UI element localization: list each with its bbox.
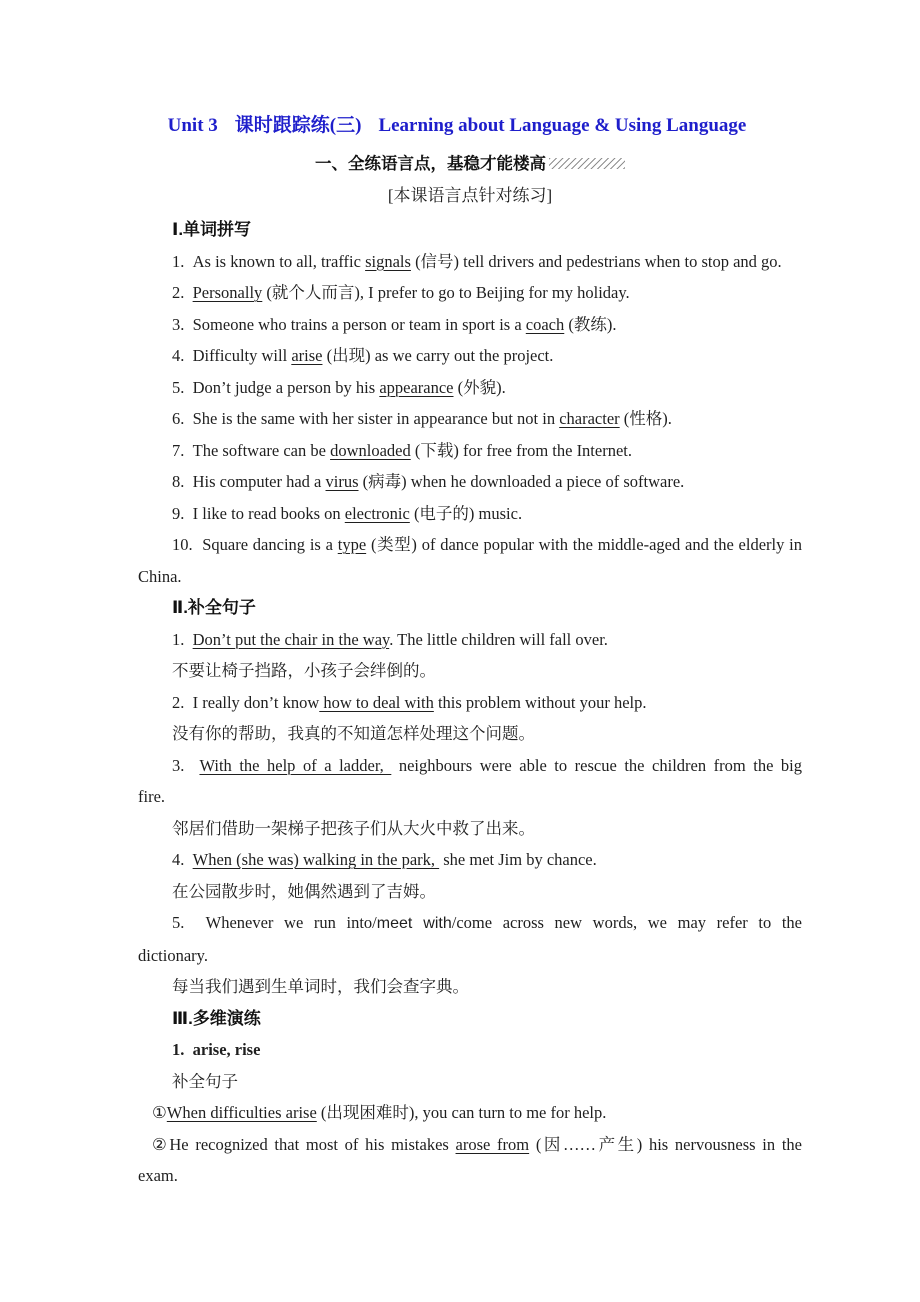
worksheet-body (138, 214, 802, 1192)
text-segment: dictionary. (138, 945, 208, 965)
answer-blank: When (she was) walking in the park, (192, 850, 440, 869)
page-title-chinese: 课时跟踪练(三) (234, 115, 362, 136)
text-segment: 没有你的帮助，我真的不知道怎样处理这个问题。 (172, 724, 535, 743)
text-segment: this problem without your help. (433, 692, 647, 712)
word-spelling-item-4 (138, 340, 802, 372)
heading-word-spelling (138, 214, 802, 246)
complete-item-3-line-1 (138, 750, 802, 782)
answer-blank: Personally (192, 283, 263, 302)
answer-blank: With the help of a ladder, (199, 755, 392, 775)
text-segment: (下载) for free from the Internet. (410, 440, 632, 460)
section-header-text: 一、全练语言点，基稳才能楼高 (315, 155, 546, 173)
word-spelling-item-2 (138, 277, 802, 309)
section-header-line (138, 152, 802, 176)
text-segment: (信号) tell drivers and pedestrians when to stop and go. (410, 251, 782, 271)
word-spelling-item-10-line-1 (138, 529, 802, 561)
answer-blank: arose from (455, 1134, 530, 1154)
text-segment: China. (138, 566, 182, 586)
text-segment: ① (152, 1103, 167, 1122)
text-segment: 3. (172, 755, 200, 775)
multi-practice-circled-2-line-1 (138, 1129, 802, 1161)
text-segment: (教练). (564, 314, 617, 334)
page-title-english: Learning about Language & Using Language (378, 115, 747, 136)
answer-blank: downloaded (330, 440, 411, 460)
text-segment: Ⅲ.多维演练 (172, 1008, 261, 1028)
text-segment: fire. (138, 787, 166, 806)
word-spelling-item-7 (138, 435, 802, 467)
text-segment: ②He recognized that most of his mistakes (152, 1134, 456, 1154)
complete-item-3-line-2 (138, 781, 802, 813)
text-segment: 邻居们借助一架梯子把孩子们从大火中救了出来。 (172, 818, 535, 838)
text-segment: 10. Square dancing is a (172, 535, 338, 554)
word-spelling-item-9 (138, 498, 802, 530)
multi-practice-circled-2-line-2 (138, 1160, 802, 1192)
text-segment: (病毒) when he downloaded a piece of software. (358, 472, 685, 491)
page-title-unit: Unit 3 (167, 115, 218, 136)
text-segment: 在公园散步时，她偶然遇到了吉姆。 (172, 881, 436, 901)
text-segment: 4. Difficulty will (172, 346, 292, 365)
multi-practice-item-1-title (138, 1034, 802, 1066)
text-segment: 9. I like to read books on (172, 503, 345, 523)
text-segment: Ⅰ.单词拼写 (172, 220, 252, 239)
text-segment: 6. She is the same with her sister in appearance but not in (172, 409, 560, 428)
complete-item-5-line-1 (138, 907, 802, 940)
word-spelling-item-1 (138, 246, 802, 278)
text-segment: (外貌). (453, 377, 506, 397)
text-segment: 1. arise, rise (172, 1040, 261, 1059)
answer-blank: character (559, 409, 620, 428)
complete-item-3-translation (138, 813, 802, 845)
text-segment: 2. I really don’t know (172, 692, 320, 712)
answer-blank: coach (525, 314, 565, 334)
heading-complete-sentences (138, 592, 802, 624)
text-segment: (出现) as we carry out the project. (322, 346, 554, 365)
text-segment: 8. His computer had a (172, 472, 326, 491)
answer-blank: virus (325, 472, 359, 491)
text-segment: (性格). (619, 409, 672, 428)
text-segment: 1. As is known to all, traffic (172, 251, 366, 271)
text-segment: (因……产生) his nervousness in the (529, 1134, 802, 1154)
text-segment: exam. (138, 1166, 178, 1185)
subtitle: [本课语言点针对练习] (387, 186, 553, 205)
multi-practice-circled-1 (138, 1097, 802, 1129)
answer-blank: Don’t put the chair in the way (192, 629, 390, 649)
hatch-decoration (549, 158, 625, 169)
text-segment: 不要让椅子挡路，小孩子会绊倒的。 (172, 661, 436, 680)
heading-multi-practice (138, 1003, 802, 1035)
text-segment: 5. Whenever we run into/ (172, 913, 377, 932)
answer-blank: electronic (344, 503, 410, 523)
complete-item-1 (138, 624, 802, 656)
word-spelling-item-5 (138, 372, 802, 404)
text-segment: 补全句子 (172, 1071, 238, 1091)
text-segment: (电子的) music. (409, 503, 523, 523)
word-spelling-item-10-line-2 (138, 561, 802, 593)
answer-blank: type (337, 535, 367, 554)
text-segment: (类型) of dance popular with the middle-aged and the elderly in (366, 535, 802, 554)
text-segment: neighbours were able to rescue the children from the big (391, 755, 803, 775)
text-segment: 5. Don’t judge a person by his (172, 377, 380, 397)
word-spelling-item-8 (138, 466, 802, 498)
text-segment: (就个人而言), I prefer to go to Beijing for my holiday. (262, 283, 630, 302)
text-segment: 3. Someone who trains a person or team in sport is a (172, 314, 526, 334)
complete-item-1-translation (138, 655, 802, 687)
multi-practice-subheading (138, 1066, 802, 1098)
text-segment: 每当我们遇到生单词时，我们会查字典。 (172, 977, 469, 996)
word-spelling-item-3 (138, 309, 802, 341)
text-segment: 4. (172, 850, 193, 869)
text-segment: Ⅱ.补全句子 (172, 598, 256, 617)
text-segment: meet with (376, 915, 452, 932)
answer-blank: arise (291, 346, 323, 365)
text-segment: /come across new words, we may refer to the (451, 913, 803, 932)
complete-item-5-line-2 (138, 940, 802, 972)
complete-item-4-translation (138, 876, 802, 908)
word-spelling-item-6 (138, 403, 802, 435)
answer-blank: how to deal with (319, 692, 434, 712)
text-segment: . The little children will fall over. (389, 629, 608, 649)
complete-item-2-translation (138, 718, 802, 750)
text-segment: she met Jim by chance. (439, 850, 597, 869)
answer-blank: appearance (379, 377, 454, 397)
answer-blank: signals (365, 251, 411, 271)
answer-blank: When difficulties arise (166, 1103, 317, 1122)
complete-item-2 (138, 687, 802, 719)
text-segment: (出现困难时), you can turn to me for help. (316, 1103, 607, 1122)
text-segment: 2. (172, 283, 193, 302)
complete-item-4 (138, 844, 802, 876)
text-segment: 1. (172, 629, 193, 649)
complete-item-5-translation (138, 971, 802, 1003)
page-title (112, 112, 802, 140)
text-segment: 7. The software can be (172, 440, 331, 460)
